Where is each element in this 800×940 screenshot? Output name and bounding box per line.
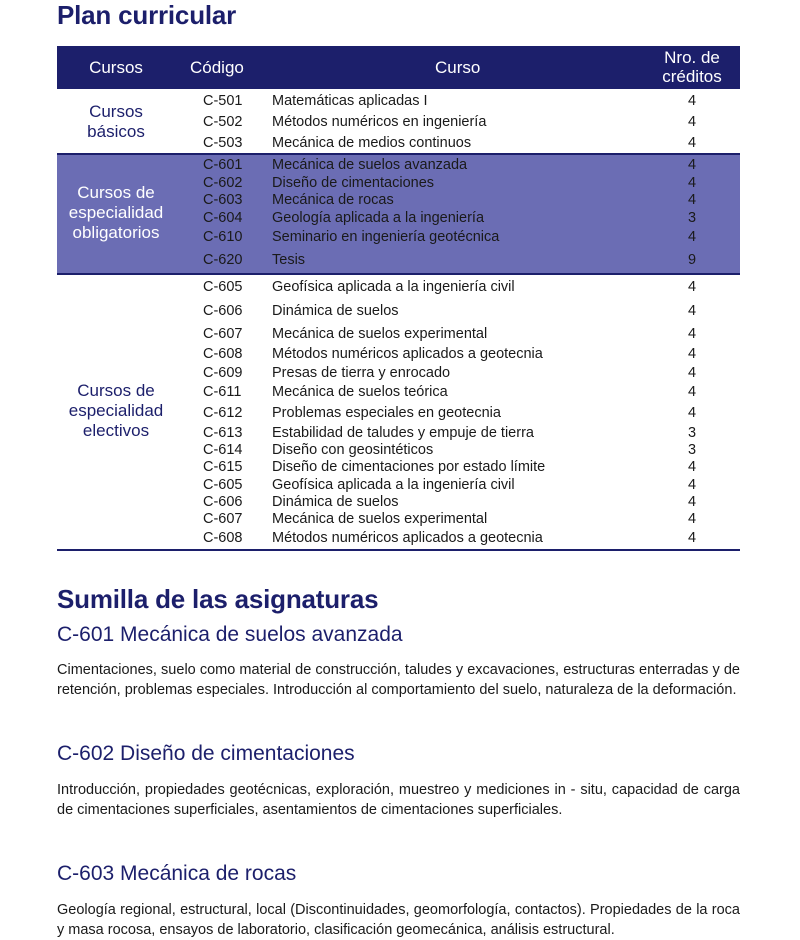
course-name: Presas de tierra y enrocado xyxy=(272,365,451,381)
group-name-line: Cursos de xyxy=(77,183,155,202)
course-credits: 3 xyxy=(687,442,697,458)
course-credits: 4 xyxy=(687,494,697,510)
curriculum-table xyxy=(57,46,740,551)
course-code: C-502 xyxy=(203,114,243,130)
course-credits: 9 xyxy=(687,252,697,268)
course-name: Mecánica de medios continuos xyxy=(272,135,472,151)
course-credits: 4 xyxy=(687,303,697,319)
table-row xyxy=(57,302,740,320)
table-row xyxy=(57,364,740,382)
table-row xyxy=(57,278,740,296)
course-name: Mecánica de suelos teórica xyxy=(272,384,448,400)
course-code: C-607 xyxy=(203,326,243,342)
course-name: Dinámica de suelos xyxy=(272,494,399,510)
table-row xyxy=(57,441,740,459)
course-code: C-601 xyxy=(203,157,243,173)
course-code: C-611 xyxy=(203,384,242,400)
group-name-line: electivos xyxy=(82,421,150,440)
course-code: C-606 xyxy=(203,303,243,319)
group-name-line: especialidad xyxy=(68,401,164,420)
header-creditos-line2: créditos xyxy=(662,67,722,86)
table-row xyxy=(57,191,740,209)
group-name-line: Cursos de xyxy=(77,381,155,400)
course-credits: 4 xyxy=(687,530,697,546)
course-code: C-610 xyxy=(203,229,243,245)
table-row xyxy=(57,476,740,494)
course-credits: 4 xyxy=(687,114,697,130)
course-credits: 3 xyxy=(687,425,697,441)
course-code: C-501 xyxy=(203,93,243,109)
course-name: Matemáticas aplicadas I xyxy=(272,93,428,109)
table-row xyxy=(57,174,740,192)
table-row xyxy=(57,529,740,547)
table-row xyxy=(57,383,740,401)
table-row xyxy=(57,209,740,227)
course-credits: 4 xyxy=(687,175,697,191)
course-name: Métodos numéricos aplicados a geotecnia xyxy=(272,530,543,546)
course-name: Estabilidad de taludes y empuje de tierra xyxy=(272,425,534,441)
table-row xyxy=(57,404,740,422)
course-name: Diseño de cimentaciones xyxy=(272,175,435,191)
header-creditos xyxy=(647,48,737,86)
course-code: C-609 xyxy=(203,365,243,381)
course-credits: 4 xyxy=(687,459,697,475)
course-code: C-608 xyxy=(203,346,243,362)
course-name: Geofísica aplicada a la ingeniería civil xyxy=(272,477,515,493)
course-credits: 4 xyxy=(687,384,697,400)
table-row xyxy=(57,325,740,343)
course-credits: 4 xyxy=(687,279,697,295)
table-row xyxy=(57,134,740,152)
group-name-line: especialidad xyxy=(68,203,164,222)
course-code: C-603 xyxy=(203,192,243,208)
course-code: C-620 xyxy=(203,252,243,268)
course-name: Geofísica aplicada a la ingeniería civil xyxy=(272,279,515,295)
course-name: Mecánica de suelos experimental xyxy=(272,511,488,527)
course-credits: 4 xyxy=(687,405,697,421)
table-row xyxy=(57,458,740,476)
course-code: C-602 xyxy=(203,175,243,191)
course-code: C-608 xyxy=(203,530,243,546)
header-curso: Curso xyxy=(435,58,481,77)
course-code: C-607 xyxy=(203,511,243,527)
section-title: Sumilla de las asignaturas xyxy=(57,584,379,614)
course-name: Mecánica de rocas xyxy=(272,192,394,208)
course-credits: 4 xyxy=(687,326,697,342)
course-code: C-613 xyxy=(203,425,243,441)
course-code: C-605 xyxy=(203,279,243,295)
table-row xyxy=(57,493,740,511)
group-electivos xyxy=(57,275,740,551)
course-name: Diseño de cimentaciones por estado límite xyxy=(272,459,546,475)
course-name: Métodos numéricos aplicados a geotecnia xyxy=(272,346,543,362)
course-description: Introducción, propiedades geotécnicas, exploración, muestreo y mediciones in - situ, capacidad de carga de cimentaciones superficiales, asentamientos de cimentaciones superficiales. xyxy=(57,782,740,818)
table-row xyxy=(57,228,740,246)
course-credits: 4 xyxy=(687,93,697,109)
group-name-line: obligatorios xyxy=(72,223,160,242)
course-name: Mecánica de suelos experimental xyxy=(272,326,488,342)
course-credits: 4 xyxy=(687,477,697,493)
group-name-line: Cursos xyxy=(89,102,143,121)
course-credits: 4 xyxy=(687,511,697,527)
course-credits: 3 xyxy=(687,210,697,226)
course-credits: 4 xyxy=(687,365,697,381)
group-name-line: básicos xyxy=(87,122,145,141)
course-credits: 4 xyxy=(687,157,697,173)
course-credits: 4 xyxy=(687,346,697,362)
course-name: Diseño con geosintéticos xyxy=(272,442,434,458)
table-row xyxy=(57,510,740,528)
course-code: C-503 xyxy=(203,135,243,151)
group-basicos xyxy=(57,89,740,153)
course-name: Seminario en ingeniería geotécnica xyxy=(272,229,500,245)
course-code: C-615 xyxy=(203,459,243,475)
course-heading: C-601 Mecánica de suelos avanzada xyxy=(57,623,403,646)
table-header xyxy=(57,46,740,89)
table-row xyxy=(57,113,740,131)
table-row xyxy=(57,92,740,110)
course-code: C-605 xyxy=(203,477,243,493)
page-title: Plan curricular xyxy=(57,0,237,30)
header-creditos-line1: Nro. de xyxy=(664,48,720,67)
course-credits: 4 xyxy=(687,229,697,245)
header-codigo: Código xyxy=(190,58,244,77)
header-cursos: Cursos xyxy=(89,58,143,77)
course-code: C-614 xyxy=(203,442,243,458)
table-row xyxy=(57,345,740,363)
course-name: Dinámica de suelos xyxy=(272,303,399,319)
table-row xyxy=(57,156,740,174)
course-description: Cimentaciones, suelo como material de construcción, taludes y excavaciones, estructuras enterradas y de retención, problemas especiales. Introducción al comportamiento del suelo, naturaleza de la deformación. xyxy=(57,662,740,698)
table-row xyxy=(57,251,740,269)
course-name: Mecánica de suelos avanzada xyxy=(272,157,468,173)
course-description: Geología regional, estructural, local (Discontinuidades, geomorfología, contactos). Propiedades de la roca y masa rocosa, ensayos de laboratorio, clasificación geomecánica, análisis estructural. xyxy=(57,902,740,938)
course-name: Problemas especiales en geotecnia xyxy=(272,405,501,421)
course-credits: 4 xyxy=(687,192,697,208)
table-row xyxy=(57,424,740,442)
course-code: C-612 xyxy=(203,405,243,421)
course-code: C-606 xyxy=(203,494,243,510)
course-name: Geología aplicada a la ingeniería xyxy=(272,210,485,226)
course-code: C-604 xyxy=(203,210,243,226)
course-heading: C-603 Mecánica de rocas xyxy=(57,862,297,885)
course-credits: 4 xyxy=(687,135,697,151)
course-name: Métodos numéricos en ingeniería xyxy=(272,114,487,130)
course-name: Tesis xyxy=(272,252,306,268)
course-heading: C-602 Diseño de cimentaciones xyxy=(57,742,355,765)
group-obligatorios xyxy=(57,153,740,275)
